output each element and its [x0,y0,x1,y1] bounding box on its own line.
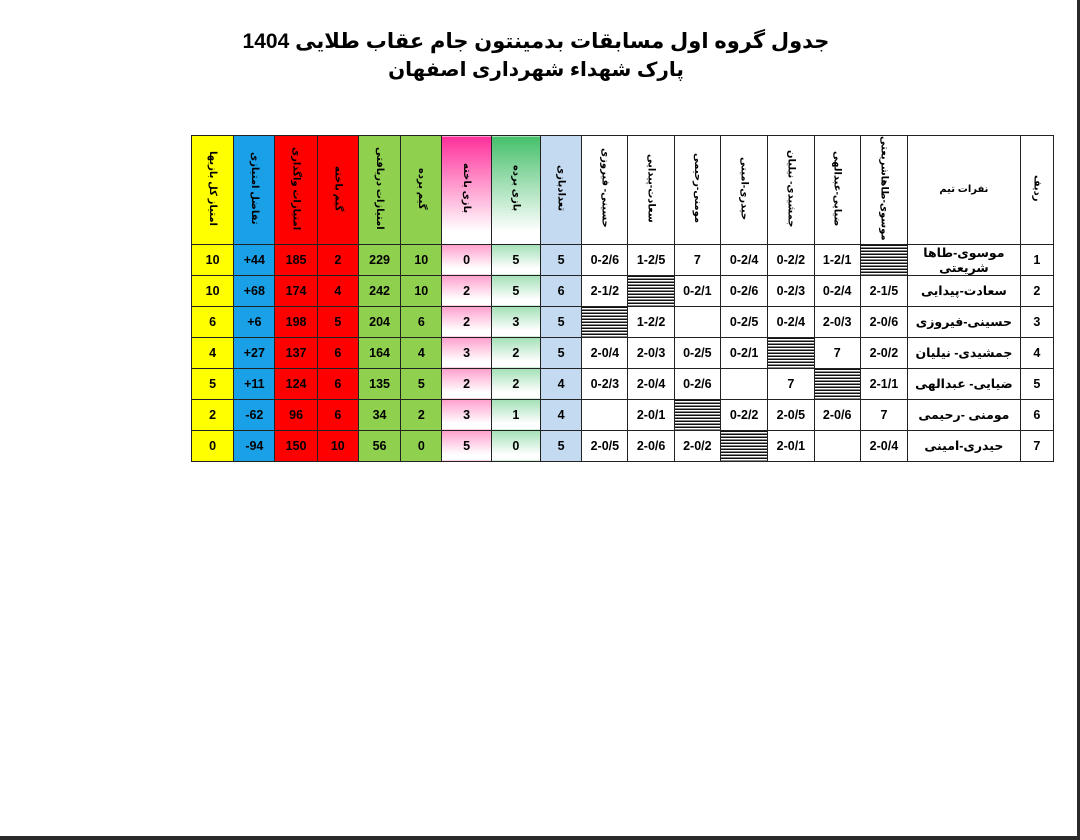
page-title: جدول گروه اول مسابقات بدمینتون جام عقاب طلایی 1404 [242,30,830,53]
team-name-cell: حسینی-فیروزی [908,306,1021,337]
total-points-cell: 10 [192,244,234,275]
games-won-cell: 4 [401,337,442,368]
games-won-cell: 10 [401,275,442,306]
header-opponent: موسوی-طاهاشریعتی [860,136,907,245]
match-result-cell: 0-2/6 [674,368,720,399]
points-won-cell: 164 [358,337,400,368]
games-won-cell: 6 [401,306,442,337]
rank-cell: 6 [1020,399,1053,430]
header-points-won: امتیازات دریافتی [358,136,400,245]
games-won-cell: 2 [401,399,442,430]
games-lost-cell: 4 [317,275,358,306]
match-result-cell: 1-2/1 [814,244,860,275]
header-row [192,136,1054,245]
matches-won-cell: 3 [491,306,540,337]
points-won-cell: 34 [358,399,400,430]
match-result-cell: 2-0/4 [628,368,674,399]
match-result-cell [674,306,720,337]
match-result-cell: 2-0/3 [628,337,674,368]
match-result-cell: 2-0/6 [860,306,907,337]
point-diff-cell: +68 [234,275,275,306]
point-diff-cell: -94 [234,430,275,461]
table-row [192,306,1054,337]
header-matches-lost: بازی باخته [442,136,491,245]
header-opponent: مومنی-رحیمی [674,136,720,245]
matches-won-cell: 1 [491,399,540,430]
team-name-cell: جمشیدی- نیلیان [908,337,1021,368]
standings-table [191,135,1054,462]
table-row [192,275,1054,306]
match-result-cell: 2-0/2 [674,430,720,461]
team-name-cell: ضیایی- عبدالهی [908,368,1021,399]
points-conceded-cell: 174 [275,275,317,306]
total-points-cell: 10 [192,275,234,306]
match-result-cell: 2-1/5 [860,275,907,306]
matches-won-cell: 5 [491,244,540,275]
match-result-cell: 0-2/1 [674,275,720,306]
header-rank: ردیف [1020,136,1053,245]
points-won-cell: 229 [358,244,400,275]
match-result-cell: 0-2/6 [582,244,628,275]
rank-cell: 3 [1020,306,1053,337]
matches-won-cell: 2 [491,337,540,368]
match-result-cell [721,368,768,399]
matches-played-cell: 5 [540,306,581,337]
match-result-cell: 2-1/2 [582,275,628,306]
team-name-cell: سعادت-پیدایی [908,275,1021,306]
matches-lost-cell: 3 [442,399,491,430]
match-result-cell: 2-0/5 [768,399,814,430]
match-result-cell [582,399,628,430]
self-match-hatched-cell [768,337,814,368]
team-name-cell: حیدری-امینی [908,430,1021,461]
self-match-hatched-cell [814,368,860,399]
header-total-points: امتیاز کل بازیها [192,136,234,245]
matches-lost-cell: 5 [442,430,491,461]
matches-played-cell: 5 [540,430,581,461]
matches-played-cell: 5 [540,337,581,368]
rank-cell: 5 [1020,368,1053,399]
rank-cell: 7 [1020,430,1053,461]
games-lost-cell: 6 [317,368,358,399]
match-result-cell: 2-0/4 [582,337,628,368]
matches-lost-cell: 2 [442,306,491,337]
match-result-cell: 7 [814,337,860,368]
match-result-cell: 1-2/5 [628,244,674,275]
header-opponent: حسینی- فیروزی [582,136,628,245]
points-won-cell: 56 [358,430,400,461]
match-result-cell: 2-0/1 [628,399,674,430]
match-result-cell: 2-0/6 [628,430,674,461]
match-result-cell: 7 [674,244,720,275]
header-matches-played: تعدادبازی [540,136,581,245]
match-result-cell: 2-0/4 [860,430,907,461]
games-lost-cell: 6 [317,399,358,430]
table-row [192,368,1054,399]
match-result-cell: 2-0/5 [582,430,628,461]
games-lost-cell: 5 [317,306,358,337]
self-match-hatched-cell [674,399,720,430]
match-result-cell: 2-1/1 [860,368,907,399]
header-opponent: سعادت-پیدایی [628,136,674,245]
match-result-cell: 0-2/5 [674,337,720,368]
match-result-cell: 0-2/1 [721,337,768,368]
matches-played-cell: 4 [540,399,581,430]
points-won-cell: 242 [358,275,400,306]
matches-won-cell: 0 [491,430,540,461]
matches-won-cell: 2 [491,368,540,399]
total-points-cell: 0 [192,430,234,461]
table-row [192,399,1054,430]
match-result-cell: 2-0/6 [814,399,860,430]
point-diff-cell: +27 [234,337,275,368]
match-result-cell: 0-2/4 [721,244,768,275]
title-block [236,28,836,84]
rank-cell: 4 [1020,337,1053,368]
team-name-cell: موسوی-طاها شریعتی [908,244,1021,275]
points-conceded-cell: 185 [275,244,317,275]
total-points-cell: 6 [192,306,234,337]
match-result-cell: 0-2/3 [582,368,628,399]
match-result-cell: 0-2/2 [768,244,814,275]
games-lost-cell: 2 [317,244,358,275]
page-subtitle: پارک شهداء شهرداری اصفهان [388,59,684,81]
match-result-cell [814,430,860,461]
games-won-cell: 5 [401,368,442,399]
games-lost-cell: 10 [317,430,358,461]
header-games-lost: گیم باخته [317,136,358,245]
match-result-cell: 2-0/3 [814,306,860,337]
matches-lost-cell: 2 [442,368,491,399]
match-result-cell: 2-0/2 [860,337,907,368]
table-row [192,430,1054,461]
table-row [192,244,1054,275]
match-result-cell: 0-2/3 [768,275,814,306]
total-points-cell: 2 [192,399,234,430]
point-diff-cell: +6 [234,306,275,337]
self-match-hatched-cell [582,306,628,337]
self-match-hatched-cell [628,275,674,306]
header-opponent: ضیایی-عبدالهی [814,136,860,245]
match-result-cell: 0-2/2 [721,399,768,430]
points-conceded-cell: 137 [275,337,317,368]
point-diff-cell: -62 [234,399,275,430]
match-result-cell: 7 [860,399,907,430]
points-won-cell: 204 [358,306,400,337]
self-match-hatched-cell [860,244,907,275]
match-result-cell: 0-2/5 [721,306,768,337]
points-conceded-cell: 150 [275,430,317,461]
match-result-cell: 2-0/1 [768,430,814,461]
point-diff-cell: +44 [234,244,275,275]
match-result-cell: 0-2/4 [814,275,860,306]
matches-won-cell: 5 [491,275,540,306]
points-conceded-cell: 96 [275,399,317,430]
point-diff-cell: +11 [234,368,275,399]
total-points-cell: 4 [192,337,234,368]
rank-cell: 2 [1020,275,1053,306]
rank-cell: 1 [1020,244,1053,275]
table-row [192,337,1054,368]
header-opponent: حیدری-امینی [721,136,768,245]
matches-played-cell: 4 [540,368,581,399]
match-result-cell: 7 [768,368,814,399]
header-games-won: گیم برده [401,136,442,245]
match-result-cell: 1-2/2 [628,306,674,337]
matches-played-cell: 6 [540,275,581,306]
header-point-diff: تفاضل امتیازی [234,136,275,245]
matches-lost-cell: 3 [442,337,491,368]
total-points-cell: 5 [192,368,234,399]
match-result-cell: 0-2/6 [721,275,768,306]
games-won-cell: 10 [401,244,442,275]
self-match-hatched-cell [721,430,768,461]
matches-played-cell: 5 [540,244,581,275]
games-lost-cell: 6 [317,337,358,368]
match-result-cell: 0-2/4 [768,306,814,337]
points-conceded-cell: 124 [275,368,317,399]
header-opponent: جمشیدی- نیلیان [768,136,814,245]
header-matches-won: بازی برده [491,136,540,245]
points-conceded-cell: 198 [275,306,317,337]
points-won-cell: 135 [358,368,400,399]
matches-lost-cell: 0 [442,244,491,275]
frame-bottom-edge [0,836,1080,840]
games-won-cell: 0 [401,430,442,461]
header-points-conceded: امتیازات واگذاری [275,136,317,245]
team-name-cell: مومنی -رحیمی [908,399,1021,430]
header-team: نفرات تیم [908,136,1021,245]
matches-lost-cell: 2 [442,275,491,306]
